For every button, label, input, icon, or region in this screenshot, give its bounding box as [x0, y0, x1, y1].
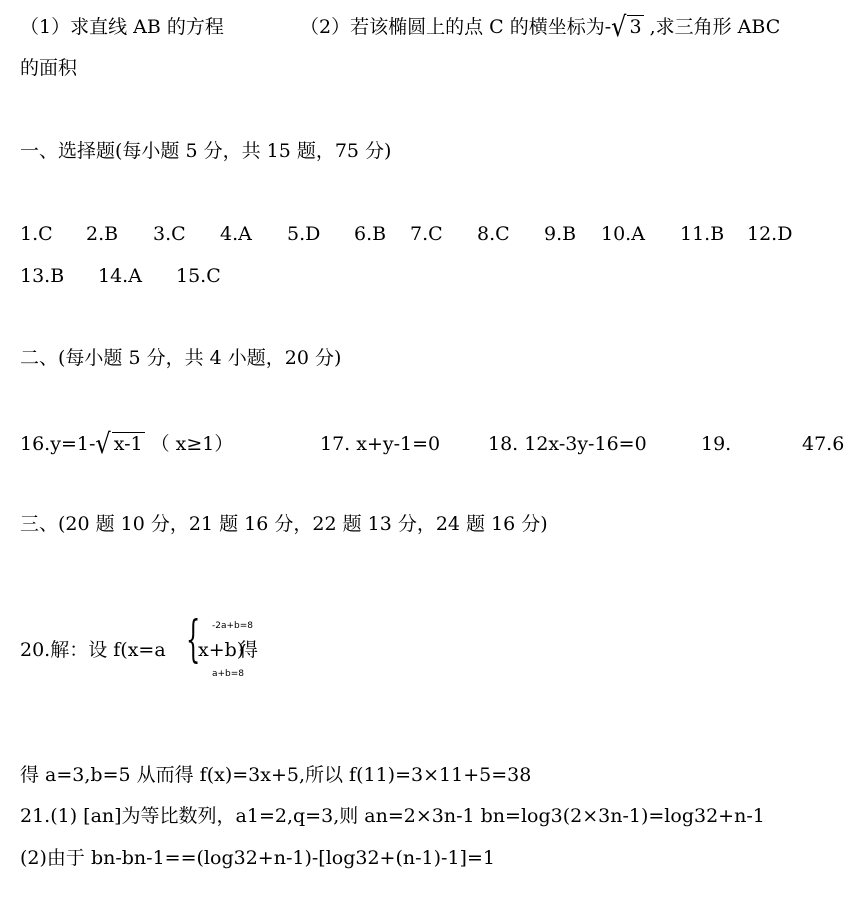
solution-21-line1: 21.(1) [an]为等比数列，a1=2,q=3,则 an=2×3n-1 bn=log3(2×3n-1)=log32+n-1: [20, 805, 765, 827]
answer-item: 1.C: [20, 223, 53, 245]
answer-item: 5.D: [287, 223, 321, 245]
answer-16-prefix: 16.y=1-: [20, 433, 96, 455]
answer-16-condition: （ x≥1）: [150, 433, 234, 455]
solution-20-result: 得 a=3,b=5 从而得 f(x)=3x+5,所以 f(11)=3×11+5=38: [20, 764, 532, 786]
answer-item: 6.B: [354, 223, 387, 245]
question-part2: [300, 10, 781, 44]
sqrt-sign-icon: √: [95, 427, 111, 461]
question-part2-suffix: ,求三角形 ABC: [649, 16, 781, 38]
section1-heading: 一、选择题(每小题 5 分，共 15 题，75 分): [20, 140, 392, 162]
answer-19: 19.: [701, 433, 732, 455]
answer-item: 2.B: [86, 223, 119, 245]
solution-20-prefix: 20.解：设 f(x=a: [20, 639, 166, 661]
question-line-2: 的面积: [20, 57, 78, 79]
answer-item: 8.C: [477, 223, 510, 245]
solution-20-de: 得: [239, 639, 259, 661]
answer-item: 3.C: [153, 223, 186, 245]
solution-20-mid: x+b): [198, 639, 245, 661]
answer-16-root: x-1: [113, 433, 143, 455]
question-part1: （1）求直线 AB 的方程: [20, 16, 224, 38]
answer-item: 11.B: [680, 223, 725, 245]
answer-item: 15.C: [176, 265, 221, 287]
answer-18: 18. 12x-3y-16=0: [488, 433, 647, 455]
answer-17: 17. x+y-1=0: [320, 433, 441, 455]
answer-item: 7.C: [410, 223, 443, 245]
answer-item: 13.B: [20, 265, 65, 287]
solution-21-line2: (2)由于 bn-bn-1==(log32+n-1)-[log32+(n-1)-1]=1: [20, 847, 495, 869]
answer-item: 9.B: [544, 223, 577, 245]
answer-item: 12.D: [747, 223, 793, 245]
answer-item: 10.A: [601, 223, 645, 245]
answer-item: 14.A: [98, 265, 142, 287]
system-equation-bottom: a+b=8: [212, 669, 245, 679]
system-equation-top: -2a+b=8: [212, 621, 254, 631]
section3-heading: 三、(20 题 10 分，21 题 16 分，22 题 13 分，24 题 16 分): [20, 513, 548, 535]
question-part2-prefix: （2）若该椭圆上的点 C 的横坐标为-: [300, 16, 612, 38]
section2-heading: 二、(每小题 5 分，共 4 小题，20 分): [20, 347, 342, 369]
answer-item: 4.A: [220, 223, 252, 245]
question-part2-root: 3: [629, 16, 642, 38]
brace-icon: {: [186, 610, 201, 668]
answer-16: [20, 427, 234, 461]
question-line-1: [20, 14, 224, 40]
sqrt-sign-icon: √: [611, 10, 627, 44]
answer-19-value: 47.6: [802, 433, 845, 455]
